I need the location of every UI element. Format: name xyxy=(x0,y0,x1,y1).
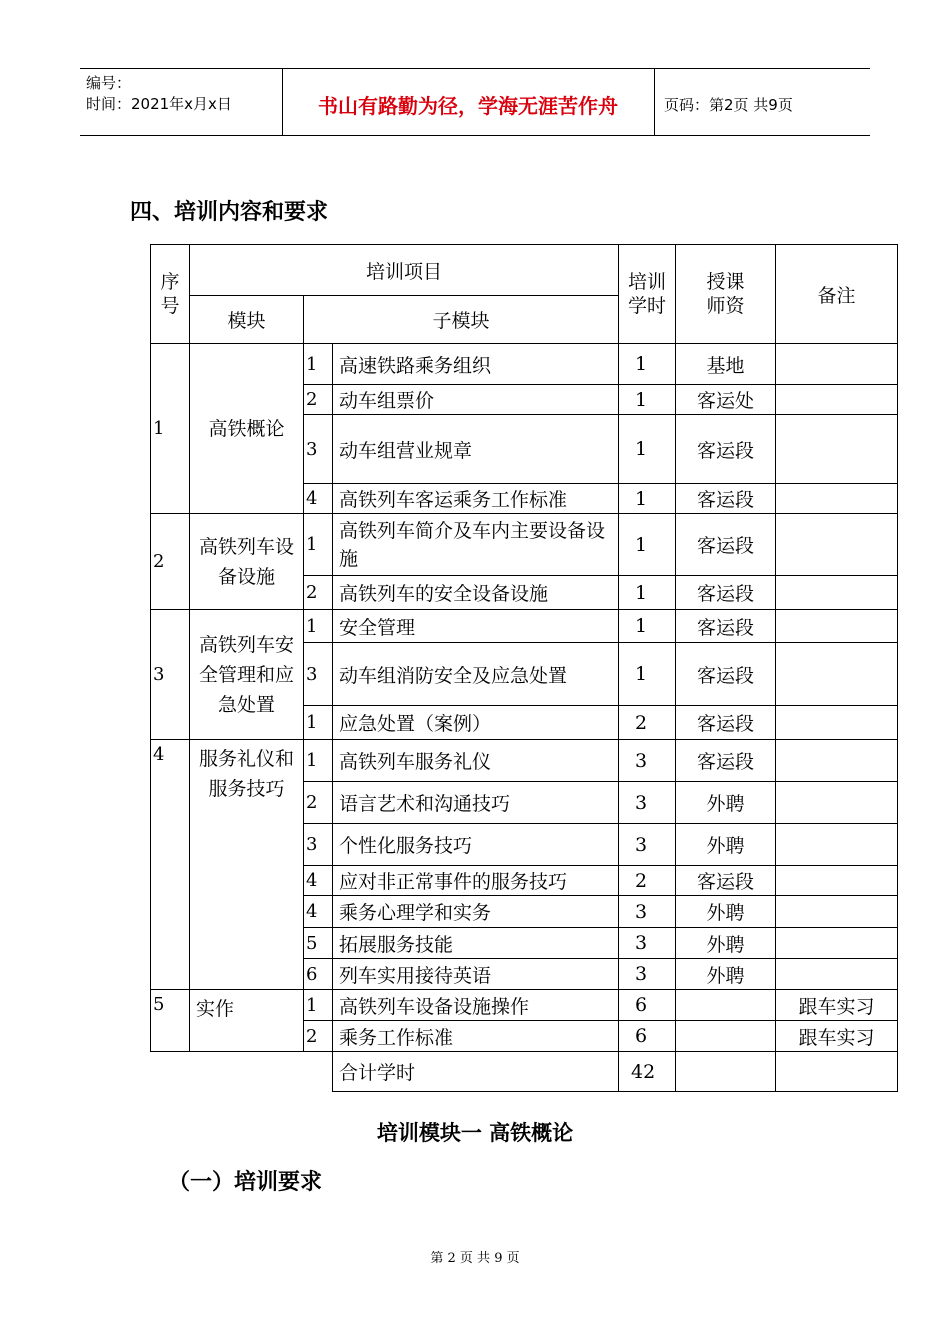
note-value xyxy=(776,576,898,610)
section-title: 四、培训内容和要求 xyxy=(130,199,329,225)
submodule-name: 动车组票价 xyxy=(333,385,619,415)
table-row xyxy=(151,344,898,385)
hours-value: 1 xyxy=(619,576,676,610)
submodule-number: 2 xyxy=(304,782,333,824)
submodule-name: 应对非正常事件的服务技巧 xyxy=(333,866,619,896)
submodule-name: 语言艺术和沟通技巧 xyxy=(333,782,619,824)
note-value xyxy=(776,344,898,385)
page-footer: 第 2 页 共 9 页 xyxy=(430,1251,520,1266)
submodule-name: 应急处置（案例） xyxy=(333,706,619,740)
teacher-value: 客运段 xyxy=(676,866,776,896)
note-value xyxy=(776,866,898,896)
hours-value: 3 xyxy=(619,824,676,866)
doc-code: 编号： xyxy=(86,74,132,92)
page-header xyxy=(80,68,870,136)
header-submodule: 子模块 xyxy=(304,296,619,344)
hours-value: 3 xyxy=(619,959,676,990)
hours-value: 2 xyxy=(619,706,676,740)
total-teacher-empty xyxy=(676,1052,776,1092)
submodule-name: 高铁列车简介及车内主要设备设施 xyxy=(333,514,619,576)
hours-value: 1 xyxy=(619,385,676,415)
hours-value: 1 xyxy=(619,610,676,643)
teacher-value: 基地 xyxy=(676,344,776,385)
teacher-value: 外聘 xyxy=(676,928,776,959)
submodule-name: 乘务工作标准 xyxy=(333,1021,619,1052)
submodule-number: 2 xyxy=(304,576,333,610)
hours-value: 1 xyxy=(619,514,676,576)
table-row xyxy=(151,514,898,576)
table-row xyxy=(151,610,898,643)
header-project: 培训项目 xyxy=(190,245,619,296)
submodule-number: 3 xyxy=(304,415,333,484)
header-module: 模块 xyxy=(190,296,304,344)
group-number: 2 xyxy=(151,514,190,610)
hours-value: 6 xyxy=(619,1021,676,1052)
header-page-info: 页码：第2页 共9页 xyxy=(664,96,793,114)
teacher-value: 外聘 xyxy=(676,824,776,866)
hours-value: 3 xyxy=(619,896,676,928)
group-number: 3 xyxy=(151,610,190,740)
teacher-value: 客运段 xyxy=(676,706,776,740)
header-divider xyxy=(654,69,655,135)
teacher-value: 客运处 xyxy=(676,385,776,415)
submodule-name: 高速铁路乘务组织 xyxy=(333,344,619,385)
group-number: 4 xyxy=(151,740,190,990)
note-value xyxy=(776,928,898,959)
teacher-value: 外聘 xyxy=(676,782,776,824)
header-teacher: 授课师资 xyxy=(676,245,776,344)
submodule-number: 4 xyxy=(304,866,333,896)
note-value xyxy=(776,824,898,866)
teacher-value: 客运段 xyxy=(676,576,776,610)
hours-value: 1 xyxy=(619,643,676,706)
note-value xyxy=(776,740,898,782)
submodule-number: 6 xyxy=(304,959,333,990)
header-seq: 序号 xyxy=(151,245,190,344)
total-hours: 42 xyxy=(619,1052,676,1092)
note-value: 跟车实习 xyxy=(776,990,898,1021)
hours-value: 1 xyxy=(619,415,676,484)
submodule-number: 1 xyxy=(304,610,333,643)
header-motto: 书山有路勤为径，学海无涯苦作舟 xyxy=(318,94,618,118)
note-value xyxy=(776,643,898,706)
submodule-name: 高铁列车设备设施操作 xyxy=(333,990,619,1021)
teacher-value xyxy=(676,1021,776,1052)
hours-value: 3 xyxy=(619,740,676,782)
submodule-number: 5 xyxy=(304,928,333,959)
total-note-empty xyxy=(776,1052,898,1092)
table-row xyxy=(151,740,898,782)
teacher-value: 客运段 xyxy=(676,415,776,484)
submodule-number: 3 xyxy=(304,824,333,866)
note-value xyxy=(776,514,898,576)
teacher-value: 客运段 xyxy=(676,610,776,643)
group-module: 实作 xyxy=(190,990,304,1052)
teacher-value: 客运段 xyxy=(676,484,776,514)
submodule-name: 高铁列车客运乘务工作标准 xyxy=(333,484,619,514)
submodule-number: 3 xyxy=(304,643,333,706)
submodule-number: 1 xyxy=(304,344,333,385)
group-number: 5 xyxy=(151,990,190,1052)
total-row xyxy=(151,1052,898,1092)
note-value xyxy=(776,782,898,824)
submodule-number: 4 xyxy=(304,896,333,928)
submodule-number: 2 xyxy=(304,1021,333,1052)
note-value xyxy=(776,959,898,990)
hours-value: 2 xyxy=(619,866,676,896)
total-label: 合计学时 xyxy=(333,1052,619,1092)
submodule-name: 列车实用接待英语 xyxy=(333,959,619,990)
note-value xyxy=(776,706,898,740)
note-value xyxy=(776,385,898,415)
teacher-value xyxy=(676,990,776,1021)
header-meta xyxy=(86,73,232,115)
submodule-name: 个性化服务技巧 xyxy=(333,824,619,866)
hours-value: 3 xyxy=(619,928,676,959)
teacher-value: 外聘 xyxy=(676,896,776,928)
submodule-number: 1 xyxy=(304,514,333,576)
hours-value: 1 xyxy=(619,344,676,385)
submodule-name: 乘务心理学和实务 xyxy=(333,896,619,928)
training-table xyxy=(150,244,898,1092)
submodule-name: 拓展服务技能 xyxy=(333,928,619,959)
note-value xyxy=(776,896,898,928)
header-hours: 培训学时 xyxy=(619,245,676,344)
submodule-name: 动车组消防安全及应急处置 xyxy=(333,643,619,706)
submodule-name: 高铁列车的安全设备设施 xyxy=(333,576,619,610)
note-value: 跟车实习 xyxy=(776,1021,898,1052)
note-value xyxy=(776,415,898,484)
submodule-name: 安全管理 xyxy=(333,610,619,643)
submodule-number: 1 xyxy=(304,706,333,740)
requirement-heading: （一）培训要求 xyxy=(168,1169,323,1195)
teacher-value: 外聘 xyxy=(676,959,776,990)
group-module: 高铁列车安全管理和应急处置 xyxy=(190,610,304,740)
hours-value: 3 xyxy=(619,782,676,824)
hours-value: 1 xyxy=(619,484,676,514)
submodule-name: 高铁列车服务礼仪 xyxy=(333,740,619,782)
group-number: 1 xyxy=(151,344,190,514)
note-value xyxy=(776,484,898,514)
group-module: 服务礼仪和服务技巧 xyxy=(190,740,304,990)
hours-value: 6 xyxy=(619,990,676,1021)
header-note: 备注 xyxy=(776,245,898,344)
note-value xyxy=(776,610,898,643)
submodule-name: 动车组营业规章 xyxy=(333,415,619,484)
doc-time: 时间：2021年x月x日 xyxy=(86,95,232,113)
table-row xyxy=(151,990,898,1021)
submodule-number: 2 xyxy=(304,385,333,415)
submodule-number: 4 xyxy=(304,484,333,514)
group-module: 高铁列车设备设施 xyxy=(190,514,304,610)
submodule-number: 1 xyxy=(304,740,333,782)
teacher-value: 客运段 xyxy=(676,643,776,706)
teacher-value: 客运段 xyxy=(676,740,776,782)
empty-cell xyxy=(151,1052,333,1092)
teacher-value: 客运段 xyxy=(676,514,776,576)
module-heading: 培训模块一 高铁概论 xyxy=(376,1120,574,1145)
submodule-number: 1 xyxy=(304,990,333,1021)
group-module: 高铁概论 xyxy=(190,344,304,514)
